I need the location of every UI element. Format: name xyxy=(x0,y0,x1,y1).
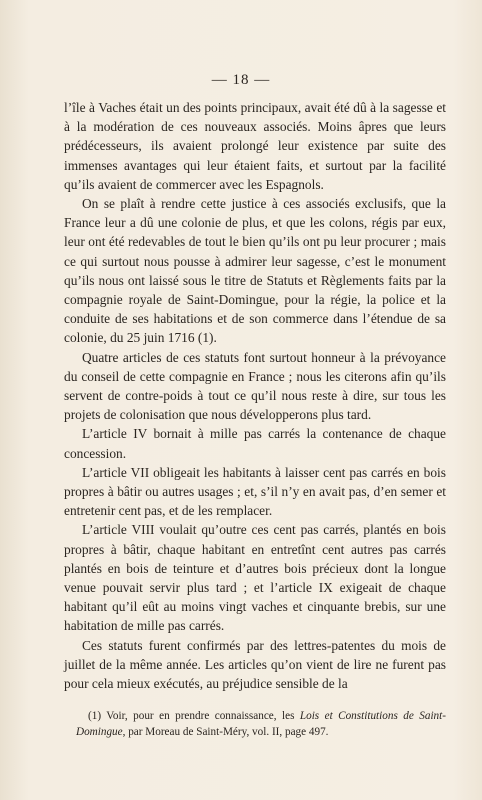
paragraph-6: L’article VIII voulait qu’outre ces cent pas carrés, plantés en bois propres à bâtir, chaque habitant en entretînt cent autres pas carrés plantés en bois de teinture et d’autres bois précieux dont la longue venue pouvait servir plus tard ; et l’article IX exigeait de chaque habitant qu’il eût au moins vingt vaches et cinquante brebis, sur une habitation de mille pas carrés. xyxy=(64,522,446,634)
footnote-text-after: , par Moreau de Saint-Méry, vol. II, page 497. xyxy=(122,726,329,738)
footnote-text-before: Voir, pour en prendre connaissance, les xyxy=(106,710,300,722)
paragraph-4: L’article IV bornait à mille pas carrés la contenance de chaque concession. xyxy=(64,426,446,461)
paragraph-2: On se plaît à rendre cette justice à ces associés exclusifs, que la France leur a dû une colonie de plus, et que les colons, régis par eux, leur ont été redevables de tout le bien qu’ils ont pu leur procurer ; mais ce qui surtout nous pousse à admirer leur sagesse, c’est le monument qu’ils nous ont laissé sous le titre de Statuts et Règlements faits par la compagnie royale de Saint-Domingue, pour la régie, la police et la conduite de ses habitations et de son commerce dans l’étendue de sa colonie, du 25 juin 1716 (1). xyxy=(64,196,446,346)
footnote-marker: (1) xyxy=(88,710,102,722)
paragraph-7: Ces statuts furent confirmés par des lettres-patentes du mois de juillet de la même année. Les articles qu’on vient de lire ne furent pas pour cela mieux exécutés, au préjudice sensible de la xyxy=(64,637,446,692)
footnote-book-title: Lois et Constitutions de Saint-Domingue xyxy=(76,710,446,738)
page-number: — 18 — xyxy=(211,72,271,88)
footnote xyxy=(76,708,446,740)
paragraph-3: Quatre articles de ces statuts font surtout honneur à la prévoyance du conseil de cette compagnie en France ; nous les citerons afin qu’ils servent de contre-poids à tout ce qu’il nous reste à dire, sur tous les projets de colonisation que nous développerons plus tard. xyxy=(64,349,446,423)
paragraph-1: l’île à Vaches était un des points principaux, avait été dû à la sagesse et à la modération de ces nouveaux associés. Moins âpres que leurs prédécesseurs, ils avaient prolongé leur existence par suite des immenses avantages qui leur étaient faits, et surtout par la facilité qu’ils avaient de commercer avec les Espagnols. xyxy=(64,100,446,192)
body-text xyxy=(64,98,446,693)
paragraph-5: L’article VII obligeait les habitants à laisser cent pas carrés en bois propres à bâtir ou autres usages ; et, s’il n’y en avait pas, d’en semer et entretenir cent pas, et de les remplacer. xyxy=(64,464,446,519)
footnote-text xyxy=(76,708,446,740)
